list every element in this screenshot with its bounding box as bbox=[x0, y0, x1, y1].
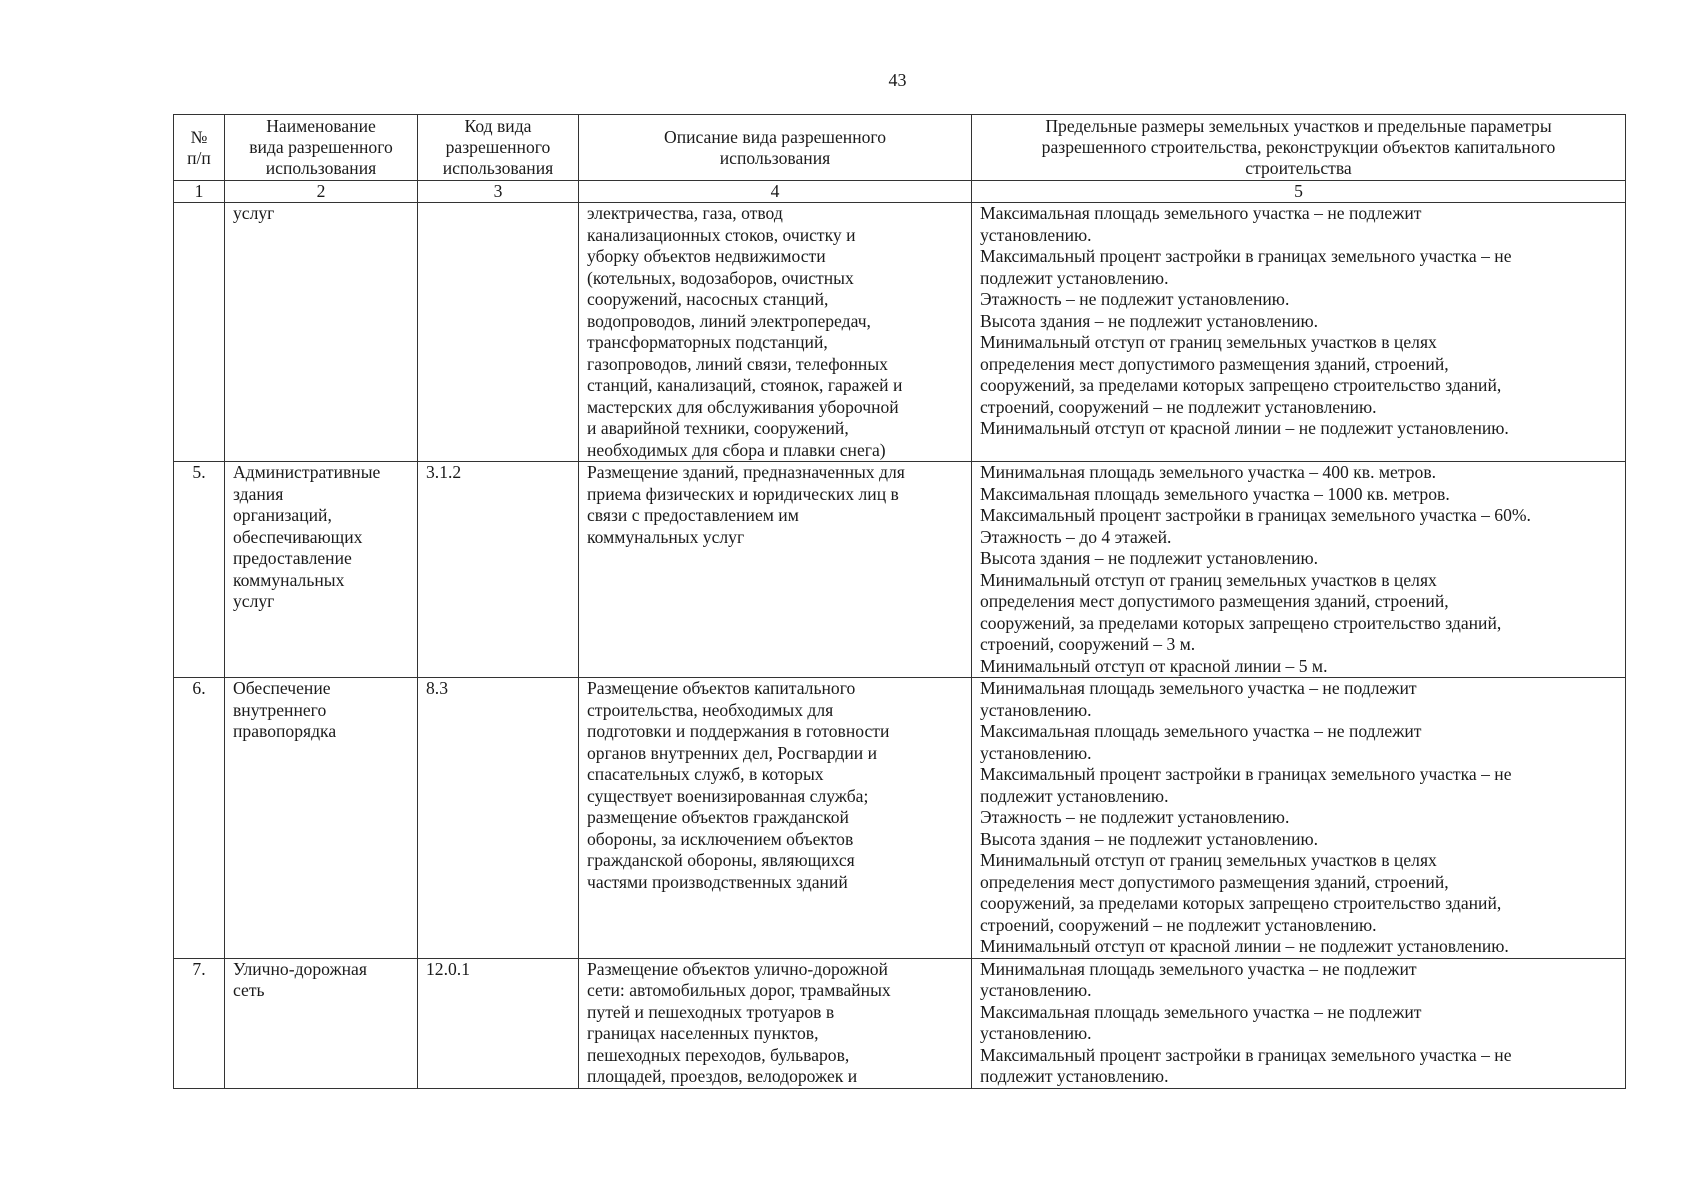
description-cell-line: частями производственных зданий bbox=[587, 871, 848, 892]
description-cell-line: обороны, за исключением объектов bbox=[587, 828, 854, 849]
description-cell-line: уборку объектов недвижимости bbox=[587, 246, 826, 266]
code-cell: 3.1.2 bbox=[418, 462, 579, 678]
description-cell-line: необходимых для сбора и плавки снега) bbox=[587, 439, 886, 460]
params-cell-line: Максимальный процент застройки в границах земельного участка – не bbox=[980, 1044, 1512, 1065]
description-cell-line: электричества, газа, отвод bbox=[587, 203, 783, 223]
description-cell-line: пешеходных переходов, бульваров, bbox=[587, 1044, 850, 1065]
description-cell-line: станций, канализаций, стоянок, гаражей и bbox=[587, 375, 903, 395]
params-cell-line: Максимальный процент застройки в границах земельного участка – 60%. bbox=[980, 505, 1531, 525]
description-cell-line: строительства, необходимых для bbox=[587, 699, 834, 720]
header-name: Наименование вида разрешенного использования bbox=[225, 115, 418, 181]
column-number: 3 bbox=[418, 181, 579, 203]
column-number: 2 bbox=[225, 181, 418, 203]
description-cell bbox=[579, 462, 972, 678]
name-cell-line: внутреннего bbox=[233, 699, 327, 720]
params-cell-line: строений, сооружений – 3 м. bbox=[980, 634, 1196, 654]
params-cell-line: Минимальный отступ от границ земельных участков в целях bbox=[980, 332, 1437, 352]
params-cell-line: определения мест допустимого размещения зданий, строений, bbox=[980, 871, 1449, 892]
description-cell-line: существует военизированная служба; bbox=[587, 785, 869, 806]
params-cell-line: подлежит установлению. bbox=[980, 267, 1169, 288]
params-cell-line: Высота здания – не подлежит установлению. bbox=[980, 548, 1319, 568]
params-cell-line: определения мест допустимого размещения зданий, строений, bbox=[980, 353, 1449, 374]
name-cell-line: коммунальных bbox=[233, 569, 345, 590]
params-cell-line: Высота здания – не подлежит установлению. bbox=[980, 828, 1319, 849]
name-cell bbox=[225, 203, 418, 462]
params-cell-line: Максимальная площадь земельного участка – 1000 кв. метров. bbox=[980, 483, 1450, 504]
column-number: 1 bbox=[174, 181, 225, 203]
header-num: № п/п bbox=[174, 115, 225, 181]
params-cell-line: Минимальный отступ от красной линии – 5 м. bbox=[980, 655, 1328, 676]
params-cell bbox=[972, 462, 1626, 678]
description-cell-line: размещение объектов гражданской bbox=[587, 807, 849, 827]
name-cell-line: Улично-дорожная bbox=[233, 958, 367, 979]
page-number: 43 bbox=[888, 70, 907, 90]
header-code: Код вида разрешенного использования bbox=[418, 115, 579, 181]
params-cell-line: сооружений, за пределами которых запрещено строительство зданий, bbox=[980, 375, 1502, 395]
description-cell-line: связи с предоставлением им bbox=[587, 505, 799, 525]
description-cell-line: площадей, проездов, велодорожек и bbox=[587, 1066, 858, 1086]
column-number-row bbox=[174, 181, 1626, 203]
description-cell-line: границах населенных пунктов, bbox=[587, 1023, 819, 1043]
params-cell-line: Максимальная площадь земельного участка – не подлежит bbox=[980, 1001, 1422, 1022]
header-params: Предельные размеры земельных участков и предельные параметры разрешенного строительства, реконструкции объектов капитального строительства bbox=[972, 115, 1626, 181]
table-header-row bbox=[174, 115, 1626, 181]
params-cell-line: Минимальный отступ от границ земельных участков в целях bbox=[980, 850, 1437, 870]
params-cell bbox=[972, 678, 1626, 959]
params-cell-line: установлению. bbox=[980, 1023, 1092, 1043]
name-cell-line: предоставление bbox=[233, 548, 352, 568]
description-cell-line: спасательных служб, в которых bbox=[587, 764, 824, 784]
description-cell-line: путей и пешеходных тротуаров в bbox=[587, 1001, 835, 1022]
params-cell-line: Минимальная площадь земельного участка – не подлежит bbox=[980, 958, 1417, 979]
description-cell bbox=[579, 203, 972, 462]
row-number-cell: 5. bbox=[174, 462, 225, 678]
table-row bbox=[174, 958, 1626, 1088]
params-cell-line: Минимальный отступ от красной линии – не подлежит установлению. bbox=[980, 418, 1509, 438]
name-cell-line: услуг bbox=[233, 203, 275, 223]
params-cell-line: Максимальная площадь земельного участка – не подлежит bbox=[980, 203, 1422, 223]
description-cell-line: Размещение объектов улично-дорожной bbox=[587, 958, 888, 979]
params-cell-line: Этажность – не подлежит установлению. bbox=[980, 289, 1290, 309]
description-cell-line: канализационных стоков, очистку и bbox=[587, 224, 856, 245]
params-cell-line: сооружений, за пределами которых запрещено строительство зданий, bbox=[980, 612, 1502, 633]
name-cell-line: правопорядка bbox=[233, 721, 337, 741]
params-cell bbox=[972, 958, 1626, 1088]
row-number-cell: 6. bbox=[174, 678, 225, 959]
table-row bbox=[174, 462, 1626, 678]
description-cell bbox=[579, 678, 972, 959]
header-description: Описание вида разрешенного использования bbox=[579, 115, 972, 181]
name-cell bbox=[225, 958, 418, 1088]
name-cell-line: Обеспечение bbox=[233, 678, 331, 698]
description-cell bbox=[579, 958, 972, 1088]
description-cell-line: сети: автомобильных дорог, трамвайных bbox=[587, 980, 891, 1000]
params-cell-line: установлению. bbox=[980, 224, 1092, 245]
table-row bbox=[174, 203, 1626, 462]
name-cell-line: организаций, bbox=[233, 505, 332, 525]
code-cell: 12.0.1 bbox=[418, 958, 579, 1088]
params-cell-line: Максимальный процент застройки в границах земельного участка – не bbox=[980, 764, 1512, 784]
table-row bbox=[174, 678, 1626, 959]
code-cell: 8.3 bbox=[418, 678, 579, 959]
name-cell-line: здания bbox=[233, 483, 284, 504]
description-cell-line: Размещение зданий, предназначенных для bbox=[587, 462, 905, 482]
row-number-cell: 7. bbox=[174, 958, 225, 1088]
params-cell-line: Этажность – не подлежит установлению. bbox=[980, 807, 1290, 827]
column-number: 5 bbox=[972, 181, 1626, 203]
description-cell-line: (котельных, водозаборов, очистных bbox=[587, 267, 854, 288]
params-cell-line: установлению. bbox=[980, 742, 1092, 763]
params-cell-line: сооружений, за пределами которых запрещено строительство зданий, bbox=[980, 893, 1502, 913]
params-cell-line: подлежит установлению. bbox=[980, 1066, 1169, 1086]
description-cell-line: гражданской обороны, являющихся bbox=[587, 850, 855, 870]
params-cell-line: строений, сооружений – не подлежит установлению. bbox=[980, 396, 1377, 417]
description-cell-line: сооружений, насосных станций, bbox=[587, 289, 829, 309]
description-cell-line: подготовки и поддержания в готовности bbox=[587, 721, 890, 741]
params-cell-line: определения мест допустимого размещения зданий, строений, bbox=[980, 591, 1449, 611]
code-cell bbox=[418, 203, 579, 462]
params-cell-line: Максимальная площадь земельного участка – не подлежит bbox=[980, 721, 1422, 741]
description-cell-line: газопроводов, линий связи, телефонных bbox=[587, 353, 888, 374]
params-cell-line: Минимальный отступ от границ земельных участков в целях bbox=[980, 569, 1437, 590]
name-cell bbox=[225, 462, 418, 678]
name-cell-line: услуг bbox=[233, 591, 275, 611]
description-cell-line: трансформаторных подстанций, bbox=[587, 332, 828, 352]
name-cell-line: обеспечивающих bbox=[233, 526, 363, 547]
name-cell-line: сеть bbox=[233, 980, 265, 1000]
description-cell-line: и аварийной техники, сооружений, bbox=[587, 418, 849, 438]
params-cell-line: подлежит установлению. bbox=[980, 785, 1169, 806]
description-cell-line: Размещение объектов капитального bbox=[587, 678, 856, 698]
params-cell-line: Минимальная площадь земельного участка – не подлежит bbox=[980, 678, 1417, 698]
description-cell-line: коммунальных услуг bbox=[587, 526, 745, 547]
name-cell-line: Административные bbox=[233, 462, 381, 482]
row-number-cell bbox=[174, 203, 225, 462]
params-cell-line: Минимальная площадь земельного участка – 400 кв. метров. bbox=[980, 462, 1437, 482]
name-cell bbox=[225, 678, 418, 959]
params-cell-line: Минимальный отступ от красной линии – не подлежит установлению. bbox=[980, 936, 1509, 956]
params-cell-line: Этажность – до 4 этажей. bbox=[980, 526, 1172, 547]
description-cell-line: мастерских для обслуживания уборочной bbox=[587, 396, 899, 417]
params-cell-line: Максимальный процент застройки в границах земельного участка – не bbox=[980, 246, 1512, 266]
params-cell-line: Высота здания – не подлежит установлению. bbox=[980, 310, 1319, 331]
params-cell-line: установлению. bbox=[980, 699, 1092, 720]
land-use-table bbox=[173, 114, 1626, 1089]
params-cell bbox=[972, 203, 1626, 462]
params-cell-line: строений, сооружений – не подлежит установлению. bbox=[980, 914, 1377, 935]
params-cell-line: установлению. bbox=[980, 980, 1092, 1000]
description-cell-line: органов внутренних дел, Росгвардии и bbox=[587, 742, 877, 763]
column-number: 4 bbox=[579, 181, 972, 203]
description-cell-line: приема физических и юридических лиц в bbox=[587, 483, 899, 504]
description-cell-line: водопроводов, линий электропередач, bbox=[587, 310, 871, 331]
